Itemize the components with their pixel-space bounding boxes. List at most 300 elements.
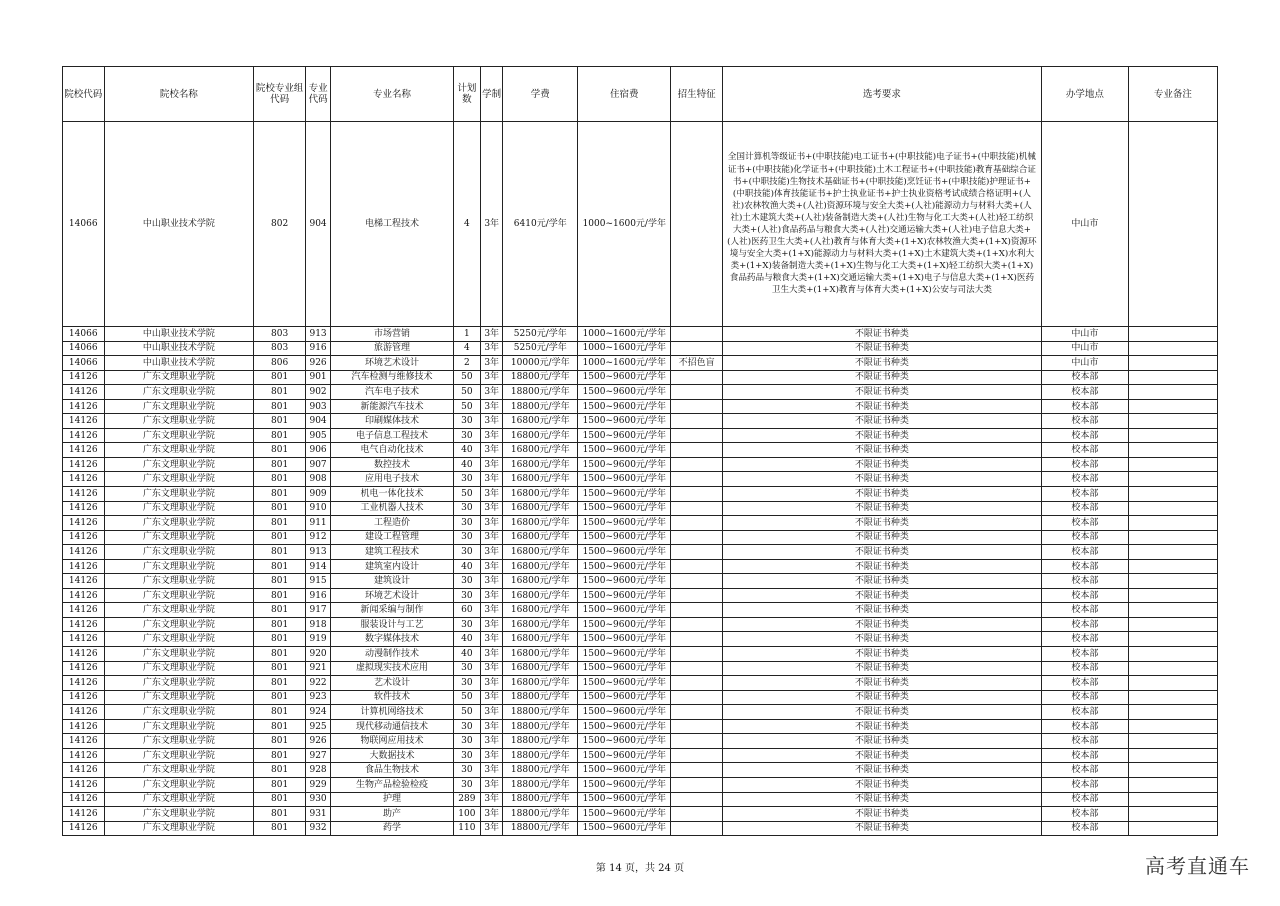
cell-major-name: 物联网应用技术 [331,734,453,749]
cell-tuition: 16800元/学年 [503,428,578,443]
cell-location: 校本部 [1041,632,1128,647]
cell-major-code: 922 [305,676,330,691]
page-number: 第 14 页，共 24 页 [595,863,685,874]
cell-group-code: 803 [254,341,306,356]
cell-major-code: 915 [305,574,330,589]
cell-school-code: 14126 [63,472,105,487]
cell-group-code: 801 [254,632,306,647]
cell-school-code: 14066 [63,356,105,371]
cell-major-name: 电子信息工程技术 [331,428,453,443]
cell-major-code: 926 [305,356,330,371]
cell-plan-count: 4 [453,341,480,356]
cell-tuition: 16800元/学年 [503,487,578,502]
cell-location: 校本部 [1041,763,1128,778]
cell-school-name: 广东文理职业学院 [104,763,254,778]
cell-exam-requirement: 不限证书种类 [722,763,1041,778]
cell-exam-requirement: 不限证书种类 [722,341,1041,356]
cell-group-code: 801 [254,472,306,487]
cell-plan-count: 30 [453,734,480,749]
cell-group-code: 801 [254,661,306,676]
cell-group-code: 801 [254,617,306,632]
cell-duration: 3年 [481,530,503,545]
cell-school-name: 广东文理职业学院 [104,457,254,472]
cell-remarks [1128,734,1217,749]
cell-tuition: 16800元/学年 [503,574,578,589]
cell-exam-requirement: 不限证书种类 [722,661,1041,676]
cell-duration: 3年 [481,807,503,822]
cell-enrollment-feature [671,647,723,662]
header-duration: 学制 [481,67,503,122]
cell-exam-requirement: 不限证书种类 [722,356,1041,371]
cell-remarks [1128,719,1217,734]
cell-school-code: 14126 [63,748,105,763]
cell-school-code: 14126 [63,530,105,545]
cell-exam-requirement: 不限证书种类 [722,545,1041,560]
cell-enrollment-feature [671,617,723,632]
cell-remarks [1128,763,1217,778]
cell-remarks [1128,792,1217,807]
cell-school-code: 14126 [63,734,105,749]
cell-school-code: 14126 [63,719,105,734]
cell-duration: 3年 [481,370,503,385]
cell-major-code: 902 [305,385,330,400]
cell-exam-requirement: 不限证书种类 [722,559,1041,574]
cell-school-name: 广东文理职业学院 [104,545,254,560]
cell-major-code: 920 [305,647,330,662]
cell-duration: 3年 [481,559,503,574]
cell-accommodation: 1500~9600元/学年 [578,792,671,807]
cell-group-code: 801 [254,676,306,691]
cell-school-name: 广东文理职业学院 [104,661,254,676]
cell-plan-count: 30 [453,501,480,516]
cell-duration: 3年 [481,428,503,443]
cell-school-name: 广东文理职业学院 [104,487,254,502]
table-header-row [63,67,1218,122]
cell-major-name: 旅游管理 [331,341,453,356]
cell-plan-count: 50 [453,487,480,502]
cell-duration: 3年 [481,821,503,836]
cell-accommodation: 1500~9600元/学年 [578,487,671,502]
cell-major-code: 906 [305,443,330,458]
cell-tuition: 16800元/学年 [503,647,578,662]
cell-duration: 3年 [481,443,503,458]
cell-location: 校本部 [1041,690,1128,705]
cell-plan-count: 30 [453,748,480,763]
cell-major-code: 914 [305,559,330,574]
cell-group-code: 801 [254,792,306,807]
table-row [63,501,1218,516]
cell-major-name: 机电一体化技术 [331,487,453,502]
cell-school-code: 14066 [63,341,105,356]
cell-plan-count: 50 [453,705,480,720]
cell-major-code: 929 [305,777,330,792]
cell-duration: 3年 [481,690,503,705]
cell-tuition: 16800元/学年 [503,545,578,560]
cell-duration: 3年 [481,792,503,807]
cell-accommodation: 1500~9600元/学年 [578,385,671,400]
cell-exam-requirement: 不限证书种类 [722,632,1041,647]
cell-remarks [1128,617,1217,632]
table-row [63,632,1218,647]
cell-major-name: 环境艺术设计 [331,588,453,603]
cell-major-code: 912 [305,530,330,545]
header-tuition: 学费 [503,67,578,122]
cell-major-code: 913 [305,545,330,560]
cell-accommodation: 1500~9600元/学年 [578,428,671,443]
cell-location: 校本部 [1041,414,1128,429]
cell-location: 校本部 [1041,545,1128,560]
header-major-name: 专业名称 [331,67,453,122]
cell-school-name: 广东文理职业学院 [104,516,254,531]
cell-group-code: 803 [254,327,306,342]
cell-duration: 3年 [481,457,503,472]
cell-tuition: 18800元/学年 [503,719,578,734]
cell-exam-requirement: 不限证书种类 [722,428,1041,443]
cell-exam-requirement: 不限证书种类 [722,705,1041,720]
cell-school-name: 中山职业技术学院 [104,122,254,327]
cell-school-code: 14126 [63,414,105,429]
cell-location: 校本部 [1041,792,1128,807]
cell-school-name: 广东文理职业学院 [104,734,254,749]
cell-group-code: 801 [254,647,306,662]
cell-accommodation: 1500~9600元/学年 [578,632,671,647]
cell-location: 校本部 [1041,457,1128,472]
cell-exam-requirement: 不限证书种类 [722,777,1041,792]
cell-duration: 3年 [481,748,503,763]
cell-group-code: 801 [254,530,306,545]
cell-enrollment-feature [671,792,723,807]
cell-duration: 3年 [481,719,503,734]
cell-exam-requirement: 不限证书种类 [722,617,1041,632]
table-row [63,777,1218,792]
cell-duration: 3年 [481,122,503,327]
cell-duration: 3年 [481,327,503,342]
cell-enrollment-feature [671,414,723,429]
cell-remarks [1128,341,1217,356]
cell-remarks [1128,821,1217,836]
cell-enrollment-feature [671,719,723,734]
cell-location: 校本部 [1041,603,1128,618]
cell-accommodation: 1000~1600元/学年 [578,341,671,356]
cell-major-name: 大数据技术 [331,748,453,763]
table-row [63,545,1218,560]
cell-enrollment-feature [671,399,723,414]
cell-duration: 3年 [481,617,503,632]
cell-tuition: 18800元/学年 [503,763,578,778]
cell-exam-requirement: 不限证书种类 [722,807,1041,822]
cell-duration: 3年 [481,676,503,691]
cell-major-name: 印刷媒体技术 [331,414,453,429]
header-group-code: 院校专业组代码 [254,67,306,122]
cell-plan-count: 40 [453,647,480,662]
table-row [63,676,1218,691]
header-exam-requirement: 选考要求 [722,67,1041,122]
table-row [63,414,1218,429]
cell-exam-requirement: 不限证书种类 [722,690,1041,705]
cell-location: 校本部 [1041,516,1128,531]
cell-plan-count: 30 [453,530,480,545]
cell-enrollment-feature [671,661,723,676]
cell-school-code: 14126 [63,690,105,705]
cell-group-code: 801 [254,487,306,502]
watermark-text: 高考直通车 [1145,854,1250,878]
cell-major-name: 建设工程管理 [331,530,453,545]
cell-school-name: 广东文理职业学院 [104,705,254,720]
cell-duration: 3年 [481,632,503,647]
cell-enrollment-feature [671,821,723,836]
cell-school-name: 广东文理职业学院 [104,719,254,734]
cell-exam-requirement: 不限证书种类 [722,414,1041,429]
cell-school-name: 广东文理职业学院 [104,676,254,691]
cell-major-name: 市场营销 [331,327,453,342]
cell-remarks [1128,487,1217,502]
cell-major-name: 电气自动化技术 [331,443,453,458]
cell-tuition: 16800元/学年 [503,530,578,545]
table-row [63,428,1218,443]
cell-major-name: 汽车电子技术 [331,385,453,400]
cell-school-code: 14126 [63,632,105,647]
cell-remarks [1128,807,1217,822]
cell-enrollment-feature [671,777,723,792]
cell-major-code: 916 [305,588,330,603]
cell-remarks [1128,748,1217,763]
cell-group-code: 801 [254,428,306,443]
cell-exam-requirement: 全国计算机等级证书+(中职技能)电工证书+(中职技能)电子证书+(中职技能)机械证书+(中职技能)化学证书+(中职技能)土木工程证书+(中职技能)教育基础综合证书+(中职技能)生物技术基础证书+(中职技能)烹饪证书+(中职技能)护理证书+(中职技能)体育技能证书+护士执业证书+护士执业资格考试成绩合格证明+(人社)农林牧渔大类+(人社)资源环境与安全大类+(人社)能源动力与材料大类+(人社)土木建筑大类+(人社)装备制造大类+(人社)生物与化工大类+(人社)轻工纺织大类+(人社)食品药品与粮食大类+(人社)交通运输大类+(人社)电子信息大类+(人社)医药卫生大类+(人社)教育与体育大类+(1+X)农林牧渔大类+(1+X)资源环境与安全大类+(1+X)能源动力与材料大类+(1+X)土木建筑大类+(1+X)水利大类+(1+X)装备制造大类+(1+X)生物与化工大类+(1+X)轻工纺织大类+(1+X)食品药品与粮食大类+(1+X)交通运输大类+(1+X)电子与信息大类+(1+X)医药卫生大类+(1+X)教育与体育大类+(1+X)公安与司法大类 [722,122,1041,327]
cell-major-code: 925 [305,719,330,734]
cell-major-name: 数控技术 [331,457,453,472]
cell-plan-count: 40 [453,632,480,647]
cell-tuition: 16800元/学年 [503,661,578,676]
cell-group-code: 801 [254,690,306,705]
cell-group-code: 801 [254,821,306,836]
cell-school-code: 14126 [63,443,105,458]
cell-enrollment-feature [671,385,723,400]
cell-enrollment-feature [671,327,723,342]
cell-exam-requirement: 不限证书种类 [722,472,1041,487]
cell-accommodation: 1500~9600元/学年 [578,414,671,429]
cell-major-code: 908 [305,472,330,487]
cell-school-name: 广东文理职业学院 [104,559,254,574]
cell-exam-requirement: 不限证书种类 [722,603,1041,618]
cell-location: 校本部 [1041,647,1128,662]
cell-exam-requirement: 不限证书种类 [722,748,1041,763]
cell-accommodation: 1500~9600元/学年 [578,443,671,458]
cell-plan-count: 30 [453,414,480,429]
cell-group-code: 801 [254,501,306,516]
cell-enrollment-feature [671,676,723,691]
cell-major-name: 服装设计与工艺 [331,617,453,632]
cell-remarks [1128,777,1217,792]
header-major-code: 专业代码 [305,67,330,122]
table-row [63,327,1218,342]
cell-school-name: 广东文理职业学院 [104,792,254,807]
cell-tuition: 18800元/学年 [503,792,578,807]
cell-group-code: 801 [254,705,306,720]
cell-major-code: 931 [305,807,330,822]
cell-tuition: 10000元/学年 [503,356,578,371]
cell-plan-count: 110 [453,821,480,836]
cell-remarks [1128,385,1217,400]
table-row [63,487,1218,502]
cell-major-name: 动漫制作技术 [331,647,453,662]
cell-group-code: 801 [254,370,306,385]
cell-location: 校本部 [1041,399,1128,414]
cell-exam-requirement: 不限证书种类 [722,574,1041,589]
cell-tuition: 18800元/学年 [503,705,578,720]
cell-accommodation: 1500~9600元/学年 [578,748,671,763]
cell-major-code: 932 [305,821,330,836]
cell-tuition: 16800元/学年 [503,414,578,429]
cell-location: 校本部 [1041,487,1128,502]
cell-enrollment-feature [671,487,723,502]
cell-enrollment-feature [671,501,723,516]
cell-school-name: 广东文理职业学院 [104,472,254,487]
cell-location: 校本部 [1041,661,1128,676]
cell-exam-requirement: 不限证书种类 [722,719,1041,734]
cell-school-code: 14126 [63,370,105,385]
cell-accommodation: 1500~9600元/学年 [578,457,671,472]
cell-plan-count: 30 [453,617,480,632]
cell-plan-count: 30 [453,428,480,443]
cell-school-code: 14126 [63,399,105,414]
cell-enrollment-feature [671,341,723,356]
cell-plan-count: 30 [453,777,480,792]
cell-accommodation: 1500~9600元/学年 [578,530,671,545]
cell-major-name: 艺术设计 [331,676,453,691]
cell-location: 中山市 [1041,356,1128,371]
table-row [63,647,1218,662]
cell-enrollment-feature [671,443,723,458]
cell-remarks [1128,574,1217,589]
cell-duration: 3年 [481,734,503,749]
cell-accommodation: 1000~1600元/学年 [578,356,671,371]
cell-enrollment-feature [671,428,723,443]
cell-school-code: 14126 [63,545,105,560]
table-row [63,530,1218,545]
cell-school-code: 14126 [63,487,105,502]
cell-enrollment-feature [671,457,723,472]
cell-school-name: 广东文理职业学院 [104,617,254,632]
cell-major-code: 907 [305,457,330,472]
cell-duration: 3年 [481,501,503,516]
cell-school-code: 14126 [63,588,105,603]
cell-school-code: 14126 [63,516,105,531]
table-row [63,341,1218,356]
cell-major-code: 910 [305,501,330,516]
cell-school-name: 中山职业技术学院 [104,341,254,356]
cell-school-name: 中山职业技术学院 [104,327,254,342]
cell-school-code: 14126 [63,777,105,792]
cell-school-code: 14126 [63,617,105,632]
cell-tuition: 18800元/学年 [503,399,578,414]
cell-group-code: 802 [254,122,306,327]
cell-accommodation: 1000~1600元/学年 [578,327,671,342]
cell-accommodation: 1500~9600元/学年 [578,763,671,778]
cell-school-code: 14066 [63,122,105,327]
table-row [63,734,1218,749]
cell-major-name: 数字媒体技术 [331,632,453,647]
cell-remarks [1128,632,1217,647]
cell-tuition: 16800元/学年 [503,559,578,574]
cell-enrollment-feature [671,122,723,327]
cell-exam-requirement: 不限证书种类 [722,792,1041,807]
cell-school-code: 14126 [63,763,105,778]
cell-duration: 3年 [481,385,503,400]
cell-enrollment-feature [671,530,723,545]
cell-accommodation: 1000~1600元/学年 [578,122,671,327]
cell-plan-count: 40 [453,443,480,458]
cell-major-name: 新能源汽车技术 [331,399,453,414]
cell-location: 中山市 [1041,327,1128,342]
cell-enrollment-feature [671,574,723,589]
cell-major-code: 928 [305,763,330,778]
cell-group-code: 801 [254,443,306,458]
table-row [63,719,1218,734]
cell-major-name: 助产 [331,807,453,822]
cell-accommodation: 1500~9600元/学年 [578,676,671,691]
cell-exam-requirement: 不限证书种类 [722,399,1041,414]
cell-accommodation: 1500~9600元/学年 [578,705,671,720]
cell-major-name: 现代移动通信技术 [331,719,453,734]
cell-plan-count: 30 [453,588,480,603]
cell-accommodation: 1500~9600元/学年 [578,559,671,574]
cell-remarks [1128,690,1217,705]
cell-school-name: 广东文理职业学院 [104,603,254,618]
cell-duration: 3年 [481,356,503,371]
cell-location: 中山市 [1041,122,1128,327]
cell-accommodation: 1500~9600元/学年 [578,545,671,560]
cell-school-name: 广东文理职业学院 [104,588,254,603]
cell-school-name: 广东文理职业学院 [104,385,254,400]
cell-location: 校本部 [1041,370,1128,385]
cell-remarks [1128,399,1217,414]
cell-major-name: 护理 [331,792,453,807]
cell-school-code: 14066 [63,327,105,342]
cell-tuition: 18800元/学年 [503,777,578,792]
table-row [63,370,1218,385]
cell-enrollment-feature: 不招色盲 [671,356,723,371]
cell-duration: 3年 [481,777,503,792]
cell-remarks [1128,588,1217,603]
cell-exam-requirement: 不限证书种类 [722,370,1041,385]
cell-exam-requirement: 不限证书种类 [722,385,1041,400]
cell-major-name: 工程造价 [331,516,453,531]
cell-duration: 3年 [481,516,503,531]
cell-tuition: 16800元/学年 [503,501,578,516]
cell-tuition: 18800元/学年 [503,385,578,400]
cell-school-code: 14126 [63,559,105,574]
cell-school-name: 广东文理职业学院 [104,443,254,458]
cell-tuition: 18800元/学年 [503,734,578,749]
cell-enrollment-feature [671,763,723,778]
cell-plan-count: 50 [453,399,480,414]
cell-group-code: 801 [254,457,306,472]
cell-major-code: 911 [305,516,330,531]
cell-remarks [1128,122,1217,327]
cell-location: 校本部 [1041,807,1128,822]
table-body [63,122,1218,836]
cell-duration: 3年 [481,487,503,502]
cell-location: 校本部 [1041,501,1128,516]
header-school-name: 院校名称 [104,67,254,122]
cell-group-code: 801 [254,385,306,400]
cell-tuition: 18800元/学年 [503,748,578,763]
cell-exam-requirement: 不限证书种类 [722,530,1041,545]
cell-accommodation: 1500~9600元/学年 [578,647,671,662]
cell-major-code: 917 [305,603,330,618]
cell-location: 校本部 [1041,734,1128,749]
cell-group-code: 801 [254,777,306,792]
